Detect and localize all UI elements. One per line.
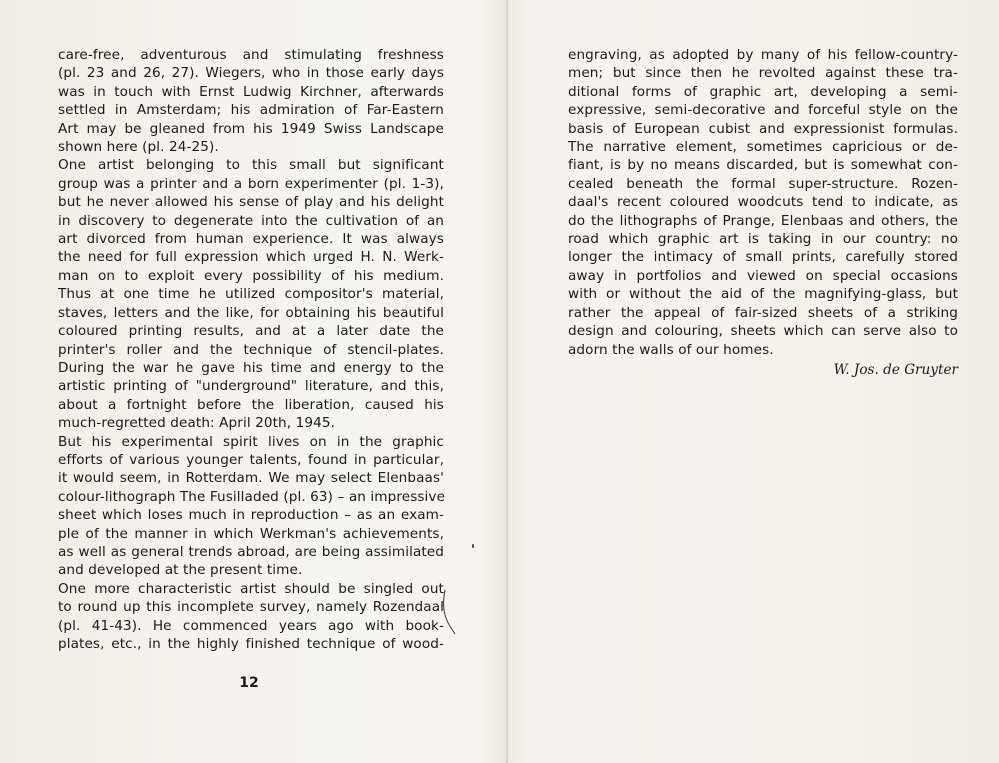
text-line: plates, etc., in the highly finished technique of wood- [58,636,444,652]
text-line: coloured printing results, and at a later date the [58,323,444,340]
text-line: But his experimental spirit lives on in the graphic [58,433,444,450]
right-page-text [568,46,958,359]
text-line: sheet which loses much in reproduction – as an exam- [58,507,444,524]
text-line: daal's recent coloured woodcuts tend to indicate, as [568,194,958,211]
page-number: 12 [239,675,259,691]
text-line: the need for full expression which urged H. N. Werk- [58,249,444,266]
author-signature: W. Jos. de Gruyter [833,362,958,378]
text-line: Art may be gleaned from his 1949 Swiss Landscape [58,120,444,137]
text-line: away in portfolios and viewed on special occasions [568,267,958,284]
text-line: in discovery to degenerate into the cultivation of an [58,212,444,229]
text-line: design and colouring, sheets which can serve also to [568,323,958,340]
text-line: as well as general trends abroad, are being assimilated [58,543,444,560]
text-line: longer the intimacy of small prints, carefully stored [568,249,958,266]
text-line: Thus at one time he utilized compositor's material, [58,286,444,303]
text-line: expressive, semi-decorative and forceful style on the [568,102,958,119]
text-line: printer's roller and the technique of stencil-plates. [58,341,444,358]
text-line: rather the appeal of fair-sized sheets of a striking [568,304,958,321]
text-line: shown here (pl. 24-25). [58,139,219,156]
text-line: staves, letters and the like, for obtaining his beautiful [58,304,444,321]
text-line: artistic printing of "underground" literature, and this, [58,378,444,395]
book-gutter [506,0,508,763]
text-line: ple of the manner in which Werkman's achievements, [58,525,444,542]
text-line: care-free, adventurous and stimulating freshness [58,47,444,63]
text-line: was in touch with Ernst Ludwig Kirchner, afterwards [58,83,444,100]
text-line: fiant, is by no means discarded, but is somewhat con- [568,157,958,174]
text-line: group was a printer and a born experimenter (pl. 1-3), [58,175,444,192]
text-line: and developed at the present time. [58,562,303,579]
text-line: During the war he gave his time and energy to the [58,359,444,376]
text-line: engraving, as adopted by many of his fellow-country- [568,47,958,63]
text-line: (pl. 41-43). He commenced years ago with book- [58,617,444,634]
text-line: One more characteristic artist should be singled out [58,580,444,597]
text-line: The narrative element, sometimes capricious or de- [568,139,958,156]
text-line: but he never allowed his sense of play and his delight [58,194,444,211]
text-line: men; but since then he revolted against these tra- [568,65,958,82]
text-line: ditional forms of graphic art, developing a semi- [568,83,958,100]
text-line: cealed beneath the formal super-structure. Rozen- [568,175,958,192]
text-line: efforts of various younger talents, found in particular, [58,451,444,468]
text-line: to round up this incomplete survey, namely Rozendaal [58,599,444,616]
text-line: it would seem, in Rotterdam. We may select Elenbaas' [58,470,444,487]
text-line: adorn the walls of our homes. [568,341,774,358]
text-line: road which graphic art is taking in our country: no [568,231,958,248]
text-line: do the lithographs of Prange, Elenbaas and others, the [568,212,958,229]
text-line: with or without the aid of the magnifying-glass, but [568,286,958,303]
text-line: art divorced from human experience. It was always [58,231,444,248]
text-line: One artist belonging to this small but significant [58,157,444,174]
left-page-text [58,46,444,653]
ink-speck-icon [472,544,474,548]
text-line: settled in Amsterdam; his admiration of Far-Eastern [58,102,444,119]
text-line: basis of European cubist and expressionist formulas. [568,120,958,137]
text-line: (pl. 23 and 26, 27). Wiegers, who in those early days [58,65,444,82]
text-line: colour-lithograph The Fusilladed (pl. 63) – an impressive [58,488,446,505]
text-line: about a fortnight before the liberation, caused his [58,396,444,413]
text-line: much-regretted death: April 20th, 1945. [58,415,336,432]
text-line: man on to exploit every possibility of his medium. [58,267,444,284]
pencil-mark-icon [439,588,459,636]
